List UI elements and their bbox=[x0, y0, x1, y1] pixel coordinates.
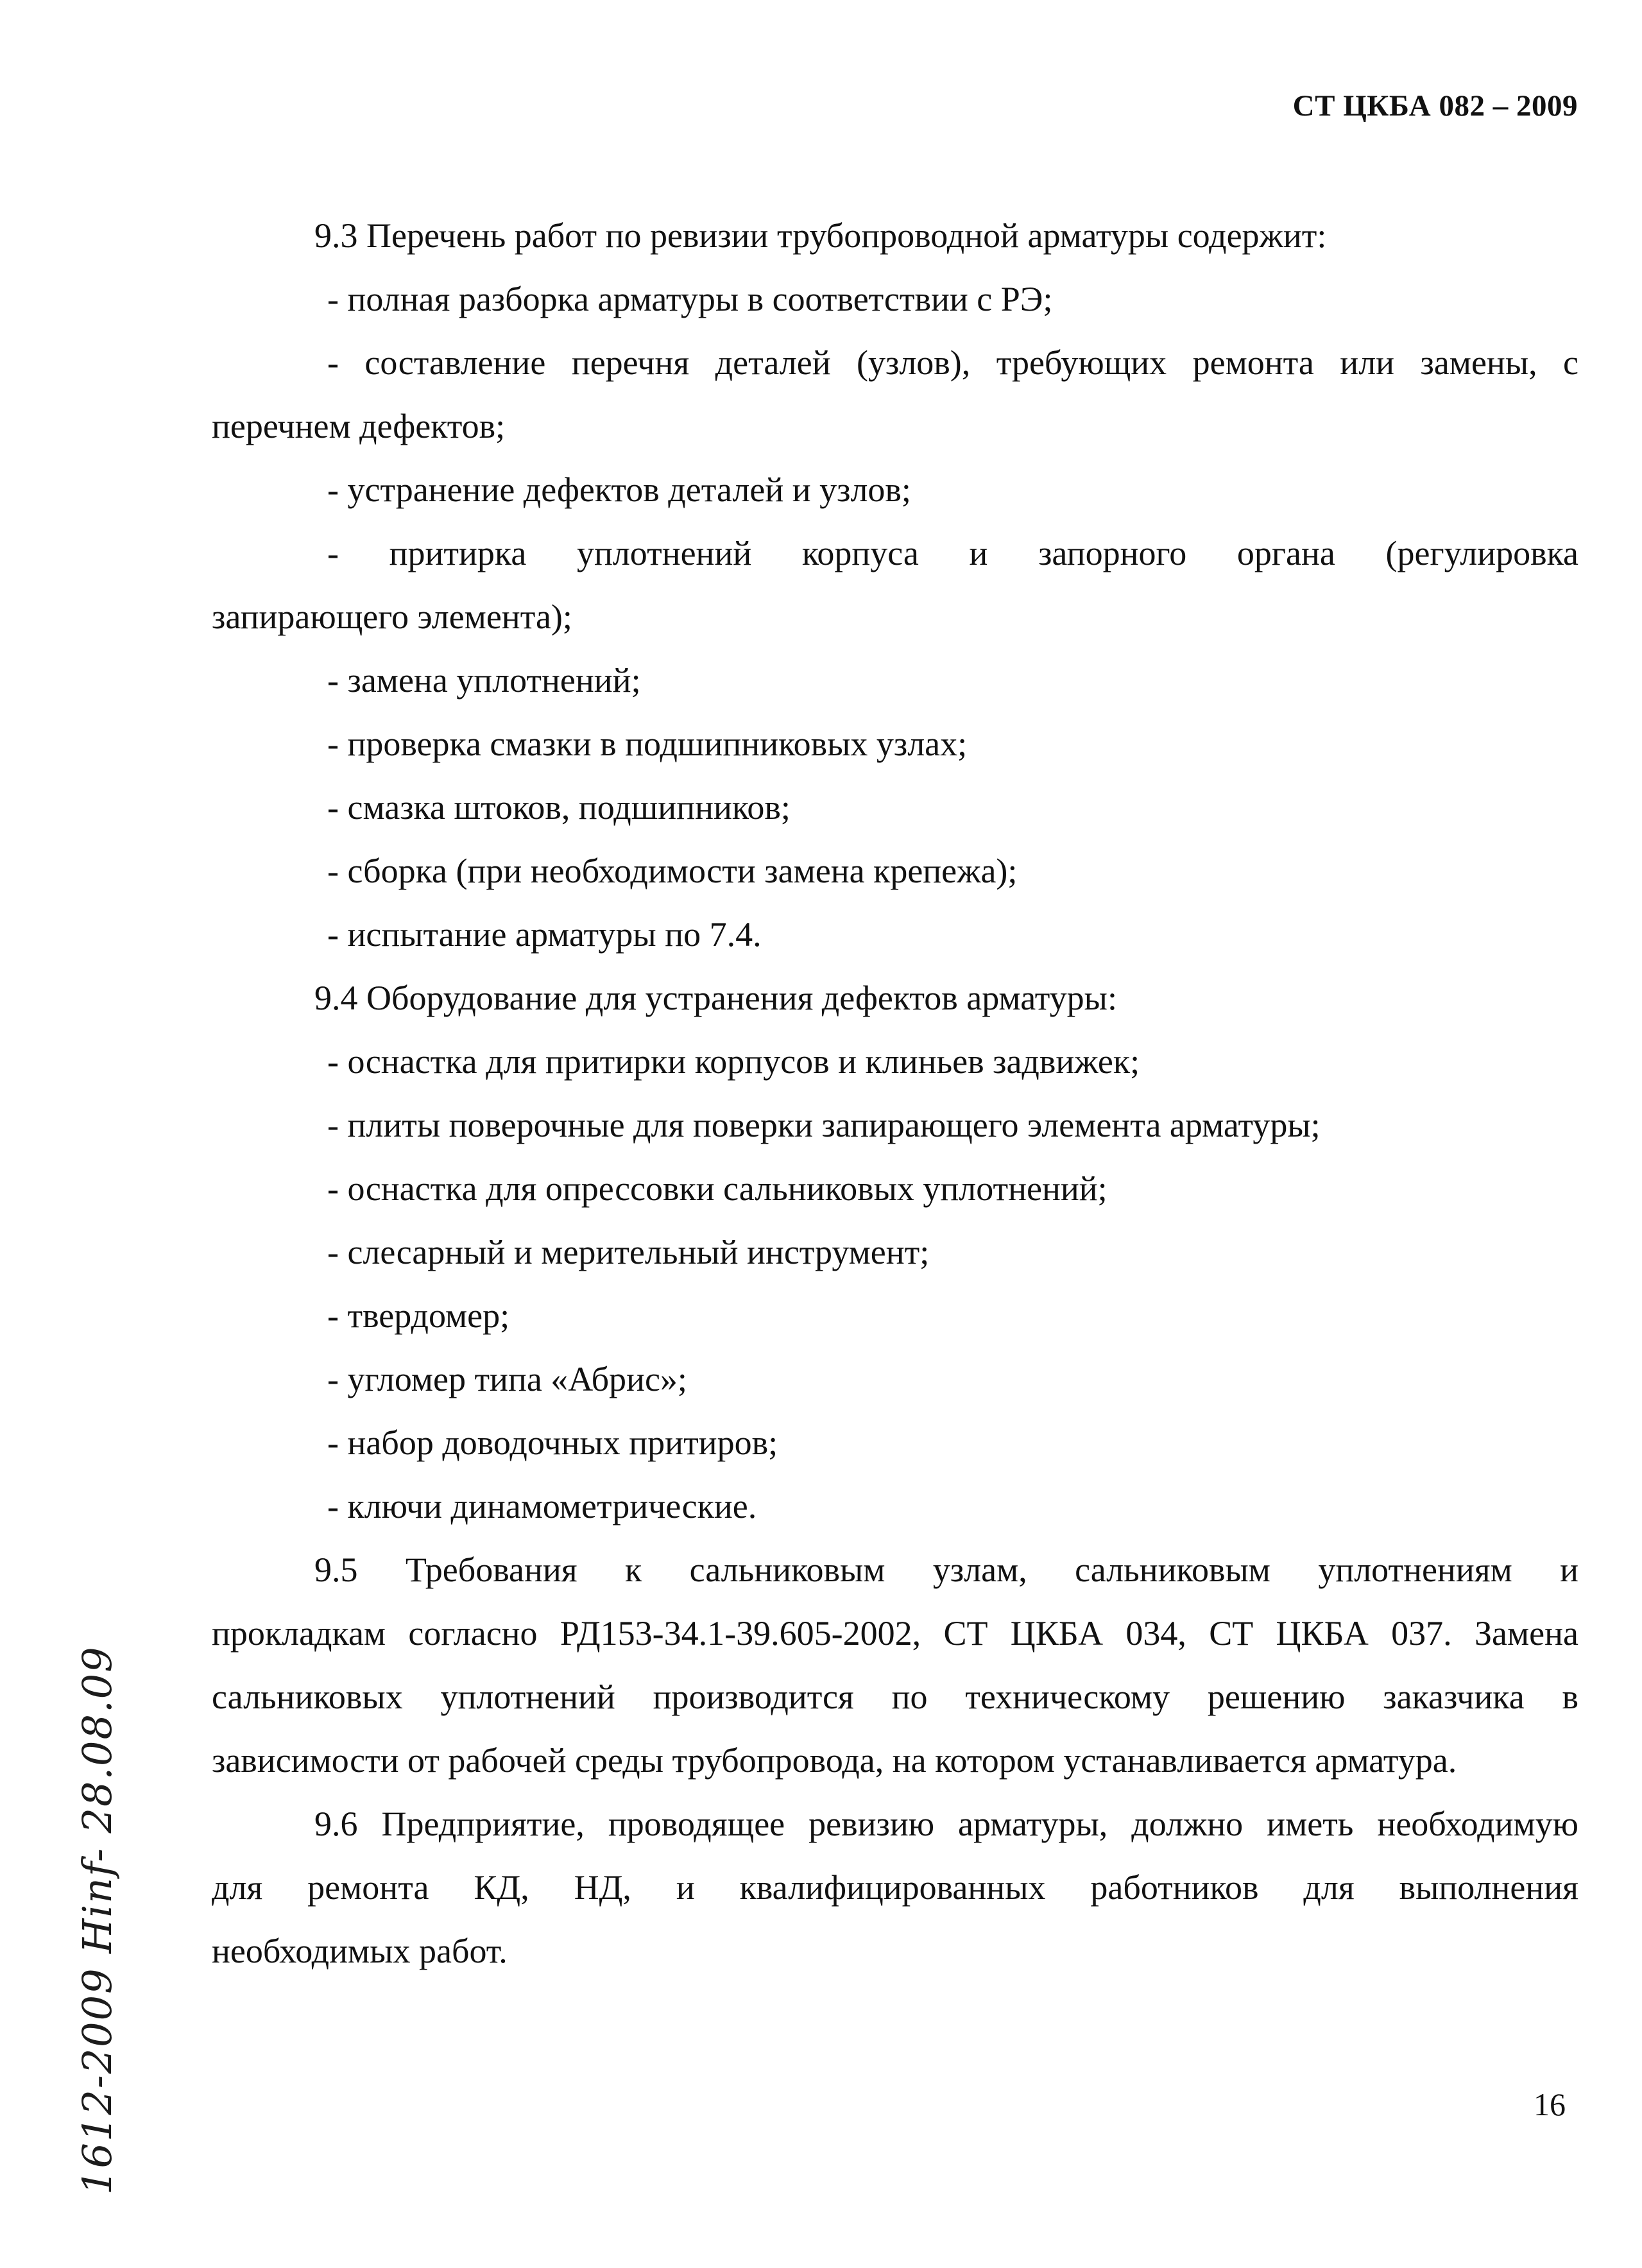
list-item-continuation: запирающего элемента); bbox=[212, 597, 572, 636]
list-item: - полная разборка арматуры в соответствии с РЭ; bbox=[327, 280, 1053, 318]
section-9-3-intro: 9.3 Перечень работ по ревизии трубопроводной арматуры содержит: bbox=[314, 216, 1327, 255]
list-item: - плиты поверочные для поверки запирающего элемента арматуры; bbox=[327, 1106, 1321, 1144]
document-code-header: СТ ЦКБА 082 – 2009 bbox=[1292, 89, 1578, 123]
list-item: - устранение дефектов деталей и узлов; bbox=[327, 470, 911, 509]
list-item: - оснастка для притирки корпусов и клиньев задвижек; bbox=[327, 1042, 1140, 1081]
list-item: - испытание арматуры по 7.4. bbox=[327, 915, 762, 954]
list-item: - смазка штоков, подшипников; bbox=[327, 788, 791, 827]
list-item: - притирка уплотнений корпуса и запорного органа (регулировка bbox=[327, 534, 1578, 572]
section-9-6-line: необходимых работ. bbox=[212, 1932, 508, 1970]
list-item: - замена уплотнений; bbox=[327, 661, 641, 700]
list-item: - угломер типа «Абрис»; bbox=[327, 1360, 687, 1398]
handwritten-registration-note: 1612-2009 Hinf- 28.08.09 bbox=[74, 1645, 121, 2195]
section-9-4-intro: 9.4 Оборудование для устранения дефектов арматуры: bbox=[314, 979, 1117, 1017]
section-9-6-line: 9.6 Предприятие, проводящее ревизию арматуры, должно иметь необходимую bbox=[314, 1805, 1578, 1843]
section-9-5-line: прокладкам согласно РД153-34.1-39.605-2002, СТ ЦКБА 034, СТ ЦКБА 037. Замена bbox=[212, 1614, 1578, 1653]
list-item: - оснастка для опрессовки сальниковых уплотнений; bbox=[327, 1169, 1107, 1208]
list-item-continuation: перечнем дефектов; bbox=[212, 407, 506, 445]
list-item: - твердомер; bbox=[327, 1296, 510, 1335]
section-9-5-line: сальниковых уплотнений производится по техническому решению заказчика в bbox=[212, 1678, 1578, 1716]
section-9-6-line: для ремонта КД, НД, и квалифицированных работников для выполнения bbox=[212, 1868, 1578, 1907]
list-item: - составление перечня деталей (узлов), требующих ремонта или замены, с bbox=[327, 343, 1578, 382]
list-item: - проверка смазки в подшипниковых узлах; bbox=[327, 725, 968, 763]
section-9-5-line: зависимости от рабочей среды трубопровода, на котором устанавливается арматура. bbox=[212, 1741, 1457, 1780]
list-item: - набор доводочных притиров; bbox=[327, 1423, 778, 1462]
page-number: 16 bbox=[1534, 2086, 1566, 2122]
document-body bbox=[212, 204, 1578, 1983]
list-item: - слесарный и мерительный инструмент; bbox=[327, 1233, 930, 1271]
list-item: - ключи динамометрические. bbox=[327, 1487, 757, 1525]
list-item: - сборка (при необходимости замена крепежа); bbox=[327, 852, 1018, 890]
section-9-5-line: 9.5 Требования к сальниковым узлам, сальниковым уплотнениям и bbox=[314, 1551, 1578, 1589]
